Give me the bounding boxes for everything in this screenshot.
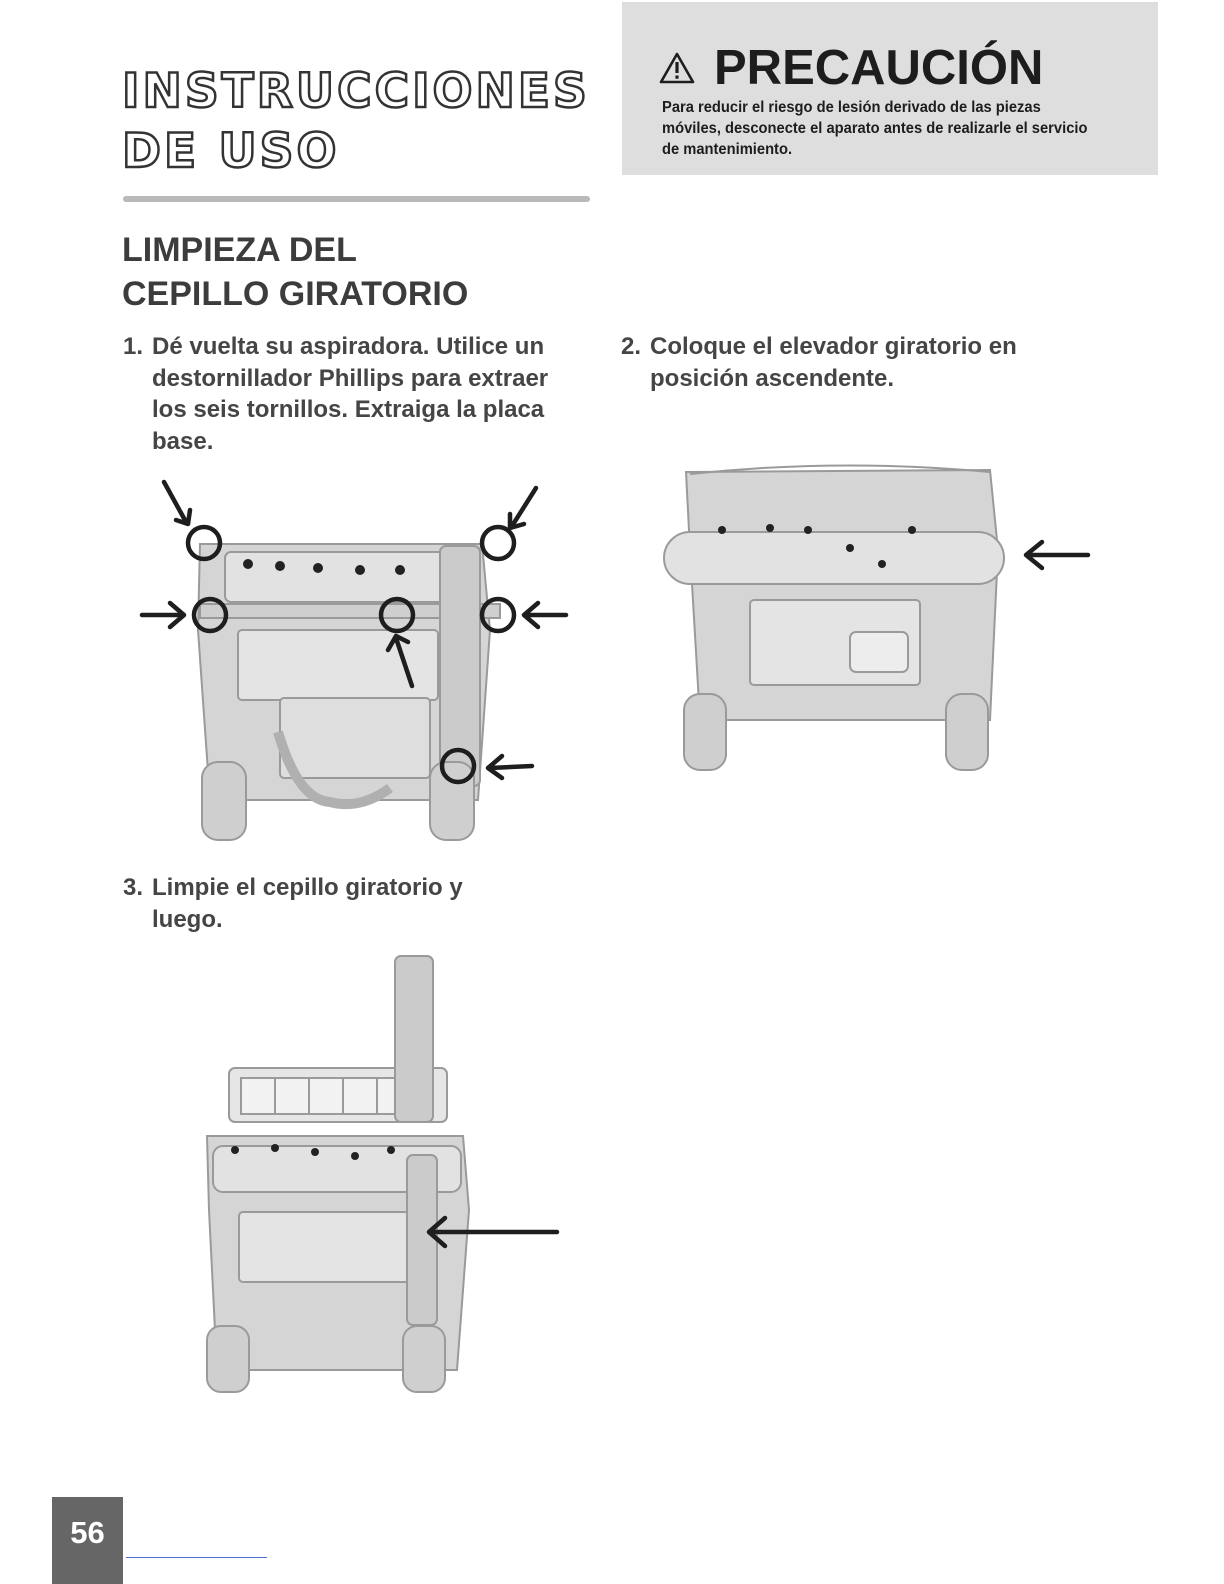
page-number-box [52,1497,123,1584]
page-title [122,62,590,182]
page-number: 56 [70,1515,105,1550]
page-title-line-1: INSTRUCCIONES [122,64,590,119]
figure-vacuum-underside-screws [130,470,580,850]
page-title-line-2: DE USO [122,124,340,179]
section-title-line-1: LIMPIEZA DEL [122,231,357,269]
step-2-number: 2. [621,333,642,360]
step-2-text: Coloque el elevador giratorio en posición ascendente. [650,333,1017,392]
step-3 [123,872,483,935]
figure-clean-brushroll [195,950,575,1400]
caution-box [622,2,1158,175]
step-3-number: 3. [123,874,144,901]
section-title-line-2: CEPILLO GIRATORIO [122,275,469,313]
step-1-text: Dé vuelta su aspiradora. Utilice un destornillador Phillips para extraer los seis tornillos. Extraiga la placa base. [152,333,549,455]
step-1-number: 1. [123,333,144,360]
step-3-text: Limpie el cepillo giratorio y luego. [152,874,463,933]
step-1 [123,331,583,457]
figure-brushroll-lift-up [650,460,1100,780]
step-2 [621,331,1041,394]
title-divider [123,196,590,202]
caution-text: Para reducir el riesgo de lesión derivado de las piezas móviles, desconecte el aparato antes de realizarle el servicio de mantenimiento. [662,99,1088,158]
caution-header [658,40,1043,96]
caution-title: PRECAUCIÓN [714,41,1044,95]
footer-link-line [126,1557,267,1558]
warning-triangle-icon [658,51,696,85]
section-title [122,228,468,316]
